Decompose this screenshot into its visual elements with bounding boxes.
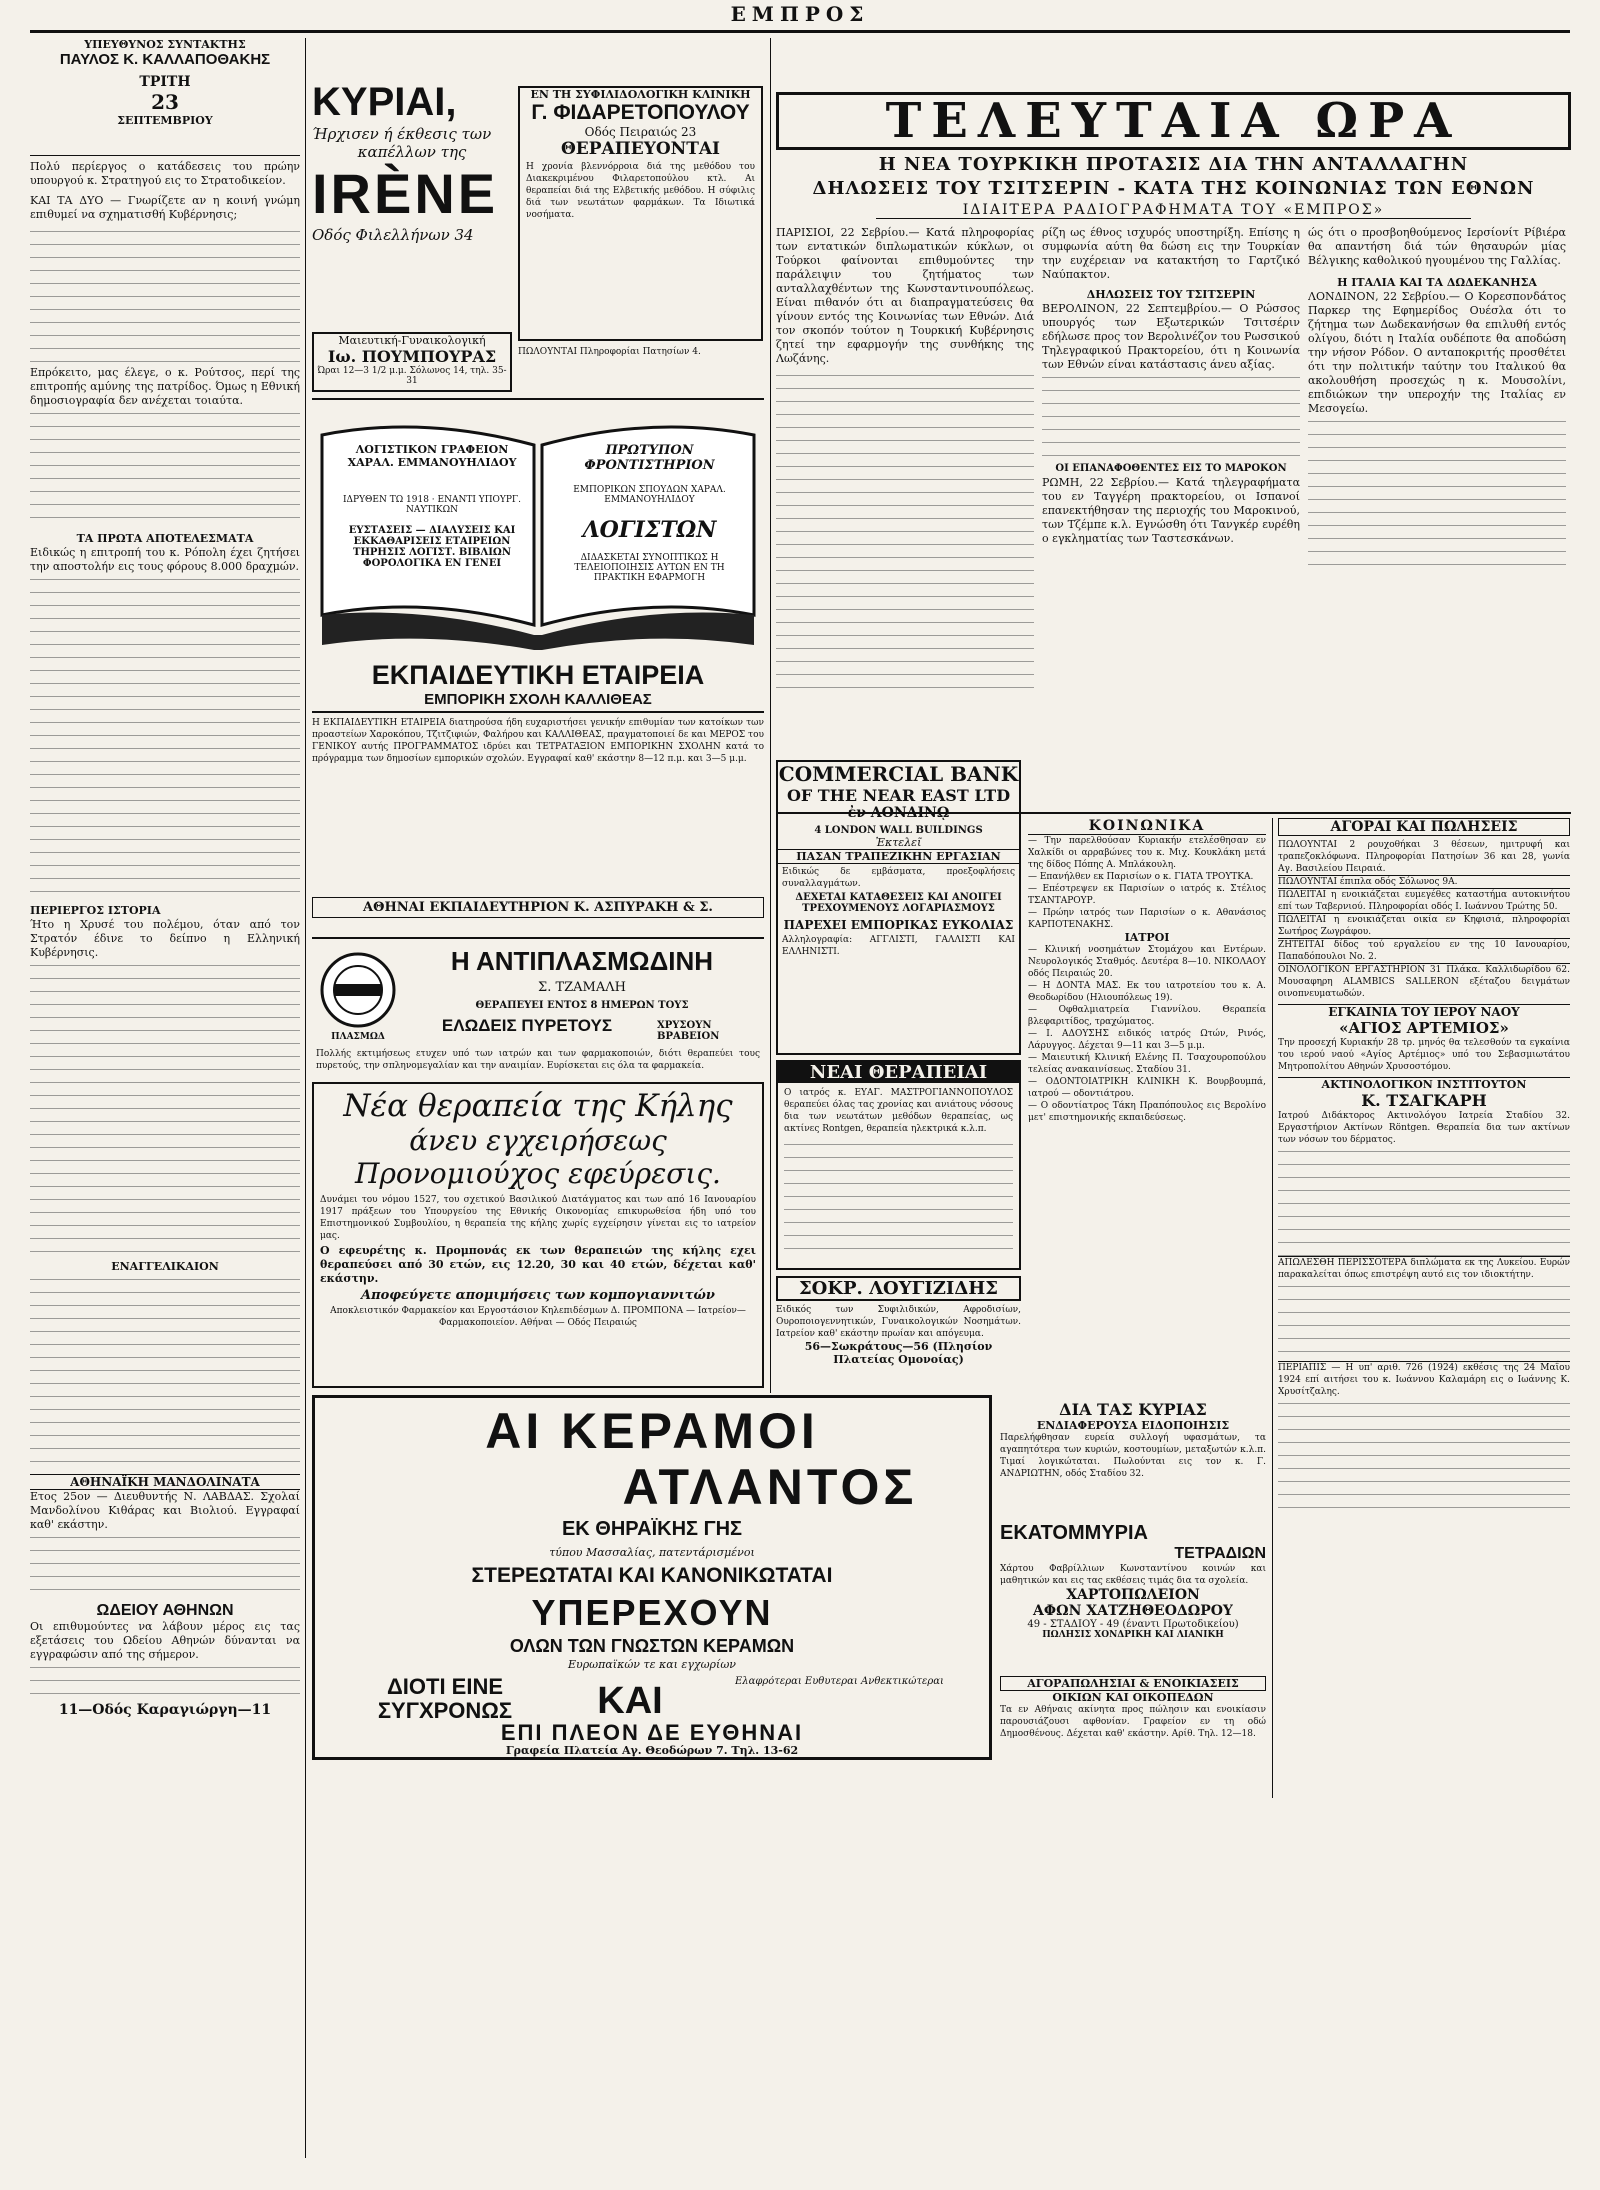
tetradia-addr: 49 - ΣΤΑΔΙΟΥ - 49 (έναντι Πρωτοδικείου) bbox=[1027, 1619, 1239, 1630]
property-sub: ΟΙΚΙΩΝ ΚΑΙ ΟΙΚΟΠΕΔΩΝ bbox=[1052, 1691, 1214, 1704]
kili-l3: Προνομιούχος εφεύρεσις. bbox=[355, 1157, 721, 1190]
tetradia-text: Χάρτου Φαβρίλλιων Κωνσταντίνου κοινών και μαθητικών και εις τας εκθέσεις τιμάς δια τα σχολεία. bbox=[1000, 1564, 1266, 1586]
antiplasm-seal: ΠΛΑΣΜΩΔ bbox=[331, 1032, 385, 1042]
fiddy-therap: ΘΕΡΑΠΕΥΟΝΤΑΙ bbox=[560, 139, 721, 159]
lougizidis-ad bbox=[776, 1276, 1021, 1391]
kili-l2: άνευ εγχειρήσεως bbox=[409, 1124, 667, 1157]
news-c2-head2: ΟΙ ΕΠΑΝΑΦΟΘΕΝΤΕΣ ΕΙΣ ΤΟ ΜΑΡΟΚΟΝ bbox=[1055, 463, 1287, 474]
school-footer: ΑΘΗΝΑΙ ΕΚΠΑΙΔΕΥΤΗΡΙΟΝ Κ. ΑΣΠΥΡΑΚΗ & Σ. bbox=[312, 897, 764, 918]
book-right-sub: ΕΜΠΟΡΙΚΩΝ ΣΠΟΥΔΩΝ ΧΑΡΑΛ. ΕΜΜΑΝΟΥΗΛΙΔΟΥ bbox=[573, 485, 726, 505]
ads-xray-text: Ιατρού Διδάκτορος Ακτινολόγου Ιατρεία Σταδίου 32. Εργαστήριον Ακτίνων Röntgen. Θεραπεία δια των ακτίνων των νόσων του δέρματος. bbox=[1278, 1111, 1570, 1145]
property-ad bbox=[1000, 1676, 1266, 1796]
poumpouras-name: Ιω. ΠΟΥΜΠΟΥΡΑΣ bbox=[327, 347, 497, 366]
news-col-2 bbox=[1042, 226, 1300, 826]
masthead-title: ΕΜΠΡΟΣ bbox=[730, 2, 870, 26]
col1-section-odeion: ΩΔΕΙΟΥ ΑΘΗΝΩΝ bbox=[96, 1602, 234, 1619]
col1-p3: Επρόκειτο, μας έλεγε, ο κ. Ρούτσος, περί της επιτροπής αμύνης της πατρίδος. Όμως η Εθνική δημοσιογραφία δεν ανέχεται τοιαύτα. bbox=[30, 366, 300, 407]
ads-xray-title: ΑΚΤΙΝΟΛΟΓΙΚΟΝ ΙΝΣΤΙΤΟΥΤΟΝ bbox=[1278, 1077, 1570, 1091]
book-right-big: ΛΟΓΙΣΤΩΝ bbox=[582, 517, 717, 543]
tetradia-name: ΑΦΩΝ ΧΑΤΖΗΘΕΟΔΩΡΟΥ bbox=[1033, 1603, 1233, 1619]
fiddy-name: Γ. ΦΙΔΑΡΕΤΟΠΟΥΛΟΥ bbox=[531, 101, 750, 124]
irene-street: Οδός Φιλελλήνων 34 bbox=[312, 226, 474, 244]
antiplasm-price: ΧΡΥΣΟΥΝ ΒΡΑΒΕΙΟΝ bbox=[657, 1020, 720, 1042]
fiddy-ad bbox=[518, 86, 763, 341]
tiles-l9a: ΔΙΟΤΙ ΕΙΝΕ bbox=[386, 1674, 504, 1699]
kyries-text: Παρελήφθησαν ευρεία συλλογή υφασμάτων, τα αγαπητότερα των κυριών, κοστουμίων, μεταξωτών κ.λ.π. Τιμαί λογικώταται. Πωλούνται εις τον κ. Γ. ΑΝΔΡΙΩΤΗΝ, οδός Σταδίου 32. bbox=[1000, 1433, 1266, 1479]
editor-day: ΤΡΙΤΗ bbox=[139, 74, 191, 90]
bank-l9: ΠΑΡΕΧΕΙ ΕΜΠΟΡΙΚΑΣ ΕΥΚΟΛΙΑΣ bbox=[783, 918, 1014, 932]
antiplasm-big: ΕΛΩΔΕΙΣ ΠΥΡΕΤΟΥΣ bbox=[441, 1016, 613, 1035]
col1-odeion-text: Οι επιθυμούντες να λάβουν μέρος εις τας εξετάσεις του Ωδείου Αθηνών δύνανται να εγγραφώσιν από της σήμερον. bbox=[30, 1620, 300, 1661]
col1-p1: Πολύ περίεργος ο κατάδεσεις του πρώην υπουργού κ. Στρατηγού εις το Στρατοδικείον. bbox=[30, 160, 300, 187]
irene-title: ΚΥΡΙΑΙ, bbox=[312, 80, 457, 124]
ads-a5: ΖΗΤΕΙΤΑΙ δίδος τού εργαλείου εν της 10 Ιανουαρίου, Παπαδόπουλοι Νο. 2. bbox=[1278, 940, 1570, 962]
antiplasm-title: Η ΑΝΤΙΠΛΑΣΜΩΔΙΝΗ bbox=[450, 946, 714, 976]
property-text: Τα εν Αθήναις ακίνητα προς πώλησιν και ενοικίασιν παρουσιάζουσι αφθονίαν. Γραφείον εν τη οδώ Δημοσθένους. Δέχεται καθ' εκάστην. Αρίθ. Τηλ. 12—18. bbox=[1000, 1705, 1266, 1739]
col1-address: 11—Οδός Καραγιώργη—11 bbox=[58, 1702, 272, 1718]
kili-footer: Αποκλειστικόν Φαρμακείον και Εργοστάσιον Κηλεπιδέσμων Δ. ΠΡΟΜΠΟΝΑ — Ιατρείον—Φαρμακοποιείον. Αθήναι — Οδός Πειραιώς bbox=[330, 1306, 746, 1328]
bank-l4: 4 LONDON WALL BUILDINGS bbox=[814, 825, 983, 836]
col1-section-hist: ΠΕΡΙΕΡΓΟΣ ΙΣΤΟΡΙΑ bbox=[30, 904, 161, 917]
col1-p4: Ειδικώς η επιτροπή του κ. Ρόπολη έχει ζητήσει την αποστολήν εις τους φόρους 8.000 δραχμών. bbox=[30, 546, 300, 573]
col1-p2: ΚΑΙ ΤΑ ΔΥΟ — Γνωρίζετε αν η κοινή γνώμη επιθυμεί να σχηματισθή Κυβέρνησις; bbox=[30, 194, 300, 221]
antiplasm-sub: ΘΕΡΑΠΕΥΕΙ ΕΝΤΟΣ 8 ΗΜΕΡΩΝ ΤΟΥΣ bbox=[475, 1000, 689, 1011]
col1-section-enc: ΕΝΑΓΓΕΛΙΚΑΙΟΝ bbox=[111, 1260, 219, 1273]
bank-ad bbox=[776, 760, 1021, 1055]
ads-a1: ΠΩΛΟΥΝΤΑΙ 2 ρουχοθήκαι 3 θέσεων, ημιτρυφή και τραπεζοκλόφωνα. Πληροφορίαι Πατησίων 36 και 28, γωνία Αγ. Βασιλείου Πειραιά. bbox=[1278, 840, 1570, 874]
lougizidis-text: Ειδικός των Συφιλιδικών, Αφροδισίων, Ουροποιογεννητικών, Γυναικολογικών Νοσημάτων. Ιατρείον καθ' εκάστην πρωίαν και απόγευμα. bbox=[776, 1305, 1021, 1339]
tiles-l8: Ευρωπαϊκών τε και εγχωρίων bbox=[568, 1658, 736, 1671]
social-text: — Την παρελθούσαν Κυριακήν ετελέσθησαν εν Χαλκίδι οι αρραβώνες του κ. Μιχ. Κουκλάκη μετά της δίδος Πόπης Α. Μπλάκουλη. — Επανήλθεν εκ Παρισίων ο κ. ΓΙΑΤΑ ΤΡΟΥΤΚΑ. — Επέστρεψεν εκ Παρισίων ο ιατρός κ. Στέλιος ΤΣΑΝΤΑΡΟΥΡ. — Πρώην ιατρός των Παρισίων ο κ. Αθανάσιος ΚΑΡΠΟΤΕΝΑΚΗΣ. bbox=[1028, 836, 1266, 930]
school-sub: ΕΜΠΟΡΙΚΗ ΣΧΟΛΗ ΚΑΛΛΙΘΕΑΣ bbox=[312, 691, 764, 713]
news-title: ΤΕΛΕΥΤΑΙΑ ΩΡΑ bbox=[776, 92, 1571, 150]
tiles-l7: ΟΛΩΝ ΤΩΝ ΓΝΩΣΤΩΝ ΚΕΡΑΜΩΝ bbox=[509, 1636, 795, 1656]
tiles-l3: ΕΚ ΘΗΡΑΪΚΗΣ ΓΗΣ bbox=[561, 1518, 743, 1540]
bank-l3: ἐν ΛΟΝΔΙΝῼ bbox=[847, 805, 950, 821]
news-col-1 bbox=[776, 226, 1034, 826]
bank-l10: Αλληλογραφία: ΑΓΓΛΙΣΤΙ, ΓΑΛΛΙΣΤΙ ΚΑΙ ΕΛΛΗΝΙΣΤΙ. bbox=[782, 935, 1015, 957]
bank-l1: COMMERCIAL BANK bbox=[778, 762, 1019, 786]
book-ad bbox=[312, 405, 764, 655]
ads-church-text: Την προσεχή Κυριακήν 28 τρ. μηνός θα τελεσθούν τα εγκαίνια του ιερού ναού «Αγίος Αρτέμιος» υπό του Σεβασμιωτάτου Μητροπολίτου Αθηνών Χρυσοστόμου. bbox=[1278, 1038, 1570, 1072]
news-c2c: ΡΩΜΗ, 22 Σεβρίου.— Κατά τηλεγραφήματα του εν Ταγγέρη πρακτορείου, οι Ισπανοί επανεκτήθησαν της περιοχής του Μαροκινού, των Τζέμπε κ.λ. Εγνώσθη ότι Τανγκέρ ευρέθη ο εγκληματίας των Ταστεσκάνων. bbox=[1042, 476, 1300, 545]
social-clinic: — Κλινική νοσημάτων Στομάχου και Εντέρων. Νευρολογικός Σταθμός. Δευτέρα 8—10. ΝΙΚΟΛΑΟΥ οδός Πειραιώς 20. — Η ΔΟΝΤΑ ΜΑΣ. Εκ του ιατροτείου του κ. Α. Θεοδωρίδου (Ηλιουπόλεως 19). — Οφθαλμιατρεία Γιαννίλου. Θεραπεία βλεφαριτίδος, τραχώματος. — Ι. ΑΔΟΥΣΗΣ ειδικός ιατρός Ωτών, Ρινός, Λάρυγγος. Δέχεται 9—11 και 3—5 μ.μ. — Μαιευτική Κλινική Ελένης Π. Τσαχουροπούλου τελείας ανακαινίσεως. Σταδίου 31. — ΟΔΟΝΤΟΙΑΤΡΙΚΗ ΚΛΙΝΙΚΗ Κ. Βουρβουμπά, ιατρού — οδοντιάτρου. — Ο οδοντίατρος Τάκη Πραπόπουλος εις Βερολίνο μετ' επιστημονικής εκπαιδεύσεως. bbox=[1028, 945, 1266, 1123]
bank-l7: Ειδικώς δε εμβάσματα, προεξοφλήσεις συναλλαγμάτων. bbox=[782, 867, 1015, 889]
news-c2b: ΒΕΡΟΛΙΝΟΝ, 22 Σεπτεμβρίου.— Ο Ρώσσος υπουργός των Εξωτερικών Τσιτσέριν εδήλωσε προς τον Βερολινέζον του Ρωσσικού Τηλεγραφικού Πρακτορείου, ότι η Κοινωνία των Εθνών είναι κατάστασις άνευ αξίας. bbox=[1042, 302, 1300, 371]
tiles-l4: τύπου Μασσαλίας, πατεντάρισμένοι bbox=[549, 1546, 755, 1559]
fiddy-street: Οδός Πειραιώς 23 bbox=[584, 125, 697, 139]
news-c1: ΠΑΡΙΣΙΟΙ, 22 Σεβρίου.— Κατά πληροφορίας των εντατικών διπλωματικών κύκλων, οι Τούρκοι φαίνονται επιθυμούντες την παράλειψιν του ζητήματος των ανταλλαχθέντων της Κωνσταντινουπόλεως. Είναι πιθανόν ότι αι διαπραγματεύσεις θα γίνουν εντός της Κοινωνίας των Εθνών. Διά τον σκοπόν τούτον η Τουρκική Κυβέρνησις ζητεί την εφαρμογήν της συνθήκης της Λωζάνης. bbox=[776, 226, 1034, 365]
col1-section-tr: ΤΑ ΠΡΩΤΑ ΑΠΟΤΕΛΕΣΜΑΤΑ bbox=[76, 532, 254, 545]
property-title: ΑΓΟΡΑΠΩΛΗΣΙΑΙ & ΕΝΟΙΚΙΑΣΕΙΣ bbox=[1000, 1676, 1266, 1691]
irene-brand: IRÈNE bbox=[312, 162, 499, 225]
news-h3: ΙΔΙΑΙΤΕΡΑ ΡΑΔΙΟΓΡΑΦΗΜΑΤΑ ΤΟΥ «ΕΜΠΡΟΣ» bbox=[876, 202, 1471, 219]
irene-ad bbox=[312, 80, 512, 330]
tiles-l9c: ΚΑΙ bbox=[597, 1680, 663, 1722]
news-col-3 bbox=[1308, 226, 1566, 826]
poumpouras-info: Ώραι 12—3 1/2 μ.μ. Σόλωνος 14, τηλ. 35-31 bbox=[317, 366, 507, 386]
ads-a2: ΠΩΛΟΥΝΤΑΙ έπιπλα οδός Σόλωνος 9Α. bbox=[1278, 875, 1570, 888]
classifieds-section bbox=[1278, 818, 1570, 1798]
fiddy-h1: ΕΝ ΤΗ ΣΥΦΙΛΙΔΟΛΟΓΙΚΗ ΚΛΙΝΙΚΗ bbox=[530, 88, 751, 101]
book-left-text: ΕΥΣΤΑΣΕΙΣ — ΔΙΑΛΥΣΕΙΣ ΚΑΙ ΕΚΚΑΘΑΡΙΣΕΙΣ ΕΤΑΙΡΕΙΩΝ ΤΗΡΗΣΙΣ ΛΟΓΙΣΤ. ΒΙΒΛΙΩΝ ΦΟΡΟΛΟΓΙΚΑ ΕΝ ΓΕΝΕΙ bbox=[348, 525, 516, 569]
editor-name: ΠΑΥΛΟΣ Κ. ΚΑΛΛΑΠΟΘΑΚΗΣ bbox=[59, 51, 271, 68]
tetradia-sub: ΤΕΤΡΑΔΙΩΝ bbox=[1174, 1545, 1266, 1562]
book-right-title: ΠΡΩΤΥΠΟΝ ΦΡΟΝΤΙΣΤΗΡΙΟΝ bbox=[584, 443, 715, 473]
ads-lost1: ΑΠΩΛΕΣΘΗ ΠΕΡΙΣΣΟΤΕΡΑ διπλώματα εκ της Λυκείου. Ευρών παρακαλείται όπως επιστρέψη αυτό εις τον ιδιοκτήτην. bbox=[1278, 1258, 1570, 1280]
kili-text: Δυνάμει του νόμου 1527, του σχετικού Βασιλικού Διατάγματος και των από 16 Ιανουαρίου 1917 πράξεων του Υπουργείου της Εθνικής Οικονομίας επικυρωθείσα ήδη υπό του Επιστημονικού Συμβουλίου, η θεραπεία της κήλης χωρίς εγχείρησιν γίνεται εις το ιατρείον μας. bbox=[320, 1195, 756, 1241]
tiles-l2: ΑΤΛΑΝΤΟΣ bbox=[622, 1459, 918, 1515]
kili-ad bbox=[312, 1082, 764, 1388]
plasmodine-seal-icon bbox=[318, 950, 398, 1030]
editor-box bbox=[30, 38, 300, 153]
tetradia-big: ΧΑΡΤΟΠΩΛΕΙΟΝ bbox=[1066, 1587, 1200, 1603]
lougizidis-addr: 56—Σωκράτους—56 (Πλησίον Πλατείας Ομονοίας) bbox=[804, 1340, 993, 1366]
ads-a3: ΠΩΛΕΙΤΑΙ η ενοικιάζεται ευμεγέθες καταστήμα αυτοκινήτου επί των Ταβερνιού. Πληροφορίαι οδός Ι. Ιωάννου Τρώτης 50. bbox=[1278, 890, 1570, 912]
lougizidis-name: ΣΟΚΡ. ΛΟΥΓΙΖΙΔΗΣ bbox=[776, 1276, 1021, 1301]
bank-l6: ΠΑΣΑΝ ΤΡΑΠΕΖΙΚΗΝ ΕΡΓΑΣΙΑΝ bbox=[778, 849, 1019, 864]
antiplasm-by: Σ. ΤΖΑΜΑΛΗ bbox=[538, 980, 626, 995]
fiddy-footer: ΠΩΛΟΥΝΤΑΙ Πληροφορίαι Πατησίων 4. bbox=[518, 347, 701, 357]
bank-l2: OF THE NEAR EAST LTD bbox=[786, 786, 1011, 805]
book-right-text: ΔΙΔΑΣΚΕΤΑΙ ΣΥΝΟΠΤΙΚΩΣ Η ΤΕΛΕΙΟΠΟΙΗΣΙΣ ΑΥΤΩΝ ΕΝ ΤΗ ΠΡΑΚΤΙΚΗ ΕΦΑΡΜΟΓΗ bbox=[574, 553, 725, 583]
tiles-l9d: Ελαφρότεραι Ευθυτεραι Ανθεκτικώτεραι bbox=[735, 1676, 944, 1687]
social-section bbox=[1028, 818, 1266, 1378]
poumpouras-sub: Μαιευτική-Γυναικολογική bbox=[338, 334, 486, 347]
tiles-ad bbox=[312, 1395, 992, 1760]
news-c3b: ΛΟΝΔΙΝΟΝ, 22 Σεβρίου.— Ο Κορεσπονδάτος Παρκερ της Εφημερίδος Ουέσλα ότι το ζήτημα των Δωδεκανήσων θα επιλυθή εντός ολίγου, διότι η Ιταλία ουδέποτε θα αποδώση την νήσον Ρόδον. Ο ανταποκριτής προσθέτει ότι την πολιτικήν ταύτην του Ιταλικού θα ακολουθήση προσεχώς η κ. Μουσολίνι, επιδιώκων την υπεροχήν της Ιταλίας εν Μεσογείω. bbox=[1308, 290, 1566, 415]
antiplasm-text: Πολλής εκτιμήσεως ετυχεν υπό των ιατρών και των φαρμακοποιών, διότι θεραπεύει τους πυρετούς, την σπληνομεγαλίαν και την αναιμίαν. Ευρίσκεται εις όλα τα φαρμακεία. bbox=[316, 1049, 760, 1071]
neai-title: ΝΕΑΙ ΘΕΡΑΠΕΙΑΙ bbox=[778, 1062, 1019, 1083]
ads-a6: ΟΙΝΟΛΟΓΙΚΟΝ ΕΡΓΑΣΤΗΡΙΟΝ 31 Πλάκα. Καλλιδωρίδου 62. Μουσαφηρη ALAMBICS SALLERON εξέταζου δειγμάτων οινοπνευματωδών. bbox=[1278, 965, 1570, 999]
fiddy-text: Η χρονία βλεννόρροια διά της μεθόδου του Διακεκριμένου Φιλαρετοπούλου κτλ. Αι θεραπείαι διά της Ελβετικής μεθόδου. Η σύφιλις διά των νεωτάτων φαρμάκων. Τα Ιδιωτικά νοσήματα. bbox=[526, 162, 755, 220]
news-c2-head: ΔΗΛΩΣΕΙΣ ΤΟΥ ΤΣΙΤΣΕΡΙΝ bbox=[1086, 288, 1256, 301]
news-h1: Η ΝΕΑ ΤΟΥΡΚΙΚΗ ΠΡΟΤΑΣΙΣ ΔΙΑ ΤΗΝ ΑΝΤΑΛΛΑΓΗΝ bbox=[878, 154, 1469, 175]
kili-slogan: Αποφεύγετε απομιμήσεις των κομπογιαννιτών bbox=[361, 1288, 715, 1303]
bank-l5: Ἐκτελεῖ bbox=[875, 836, 922, 849]
ads-church-title: ΕΓΚΑΙΝΙΑ ΤΟΥ ΙΕΡΟΥ ΝΑΟΥ bbox=[1278, 1004, 1570, 1019]
tiles-l6: ΥΠΕΡΕΧΟΥΝ bbox=[531, 1592, 773, 1633]
kyries-sub: ΕΝΔΙΑΦΕΡΟΥΣΑ ΕΙΔΟΠΟΙΗΣΙΣ bbox=[1036, 1419, 1230, 1432]
col1-p5: Ήτο η Χρυσέ του πολέμου, όταν από τον Στρατόν έδινε το δείπνο η Ελληνική Κυβέρνησις. bbox=[30, 918, 300, 959]
news-c3-head: Η ΙΤΑΛΙΑ ΚΑΙ ΤΑ ΔΩΔΕΚΑΝΗΣΑ bbox=[1337, 276, 1537, 289]
book-left-title: ΛΟΓΙΣΤΙΚΟΝ ΓΡΑΦΕΙΟΝ ΧΑΡΑΛ. ΕΜΜΑΝΟΥΗΛΙΔΟΥ bbox=[347, 443, 517, 469]
ads-lost2: ΠΕΡΙΑΠΙΣ — Η υπ' αριθ. 726 (1924) εκθέσις της 24 Μαΐου 1924 επί αιτήσει του κ. Ιωάννου Καλαμάρη εις ο Ιωάννης Κ. Χρυσίτζαλης. bbox=[1278, 1363, 1570, 1397]
editor-label: ΥΠΕΥΘΥΝΟΣ ΣΥΝΤΑΚΤΗΣ bbox=[84, 38, 246, 51]
tiles-l5: ΣΤΕΡΕΩΤΑΤΑΙ ΚΑΙ ΚΑΝΟΝΙΚΩΤΑΤΑΙ bbox=[471, 1564, 833, 1587]
tiles-l9b: ΣΥΓΧΡΟΝΩΣ bbox=[377, 1698, 513, 1723]
ads-xray-name: Κ. ΤΣΑΓΚΑΡΗ bbox=[1361, 1091, 1487, 1110]
social-clinic-head: ΙΑΤΡΟΙ bbox=[1124, 931, 1170, 944]
kili-bold: Ο εφευρέτης κ. Προμπονάς εκ των θεραπειών της κήλης εχει θεραπεύσει από 30 ετών, εις 12.20, 30 και 40 ετών, δέχεται καθ' εκάστην. bbox=[320, 1244, 756, 1285]
school-ad bbox=[312, 660, 764, 935]
ads-a4: ΠΩΛΕΙΤΑΙ η ενοικιάζεται οικία εν Κηφισιά, πληροφορίαι Σωτήρος Ζωγράφου. bbox=[1278, 915, 1570, 937]
tetradia-ad bbox=[1000, 1522, 1266, 1672]
neai-text: Ο ιατρός κ. ΕΥΑΓ. ΜΑΣΤΡΟΓΙΑΝΝΟΠΟΥΛΟΣ θεραπεύει όλας τας χρονίας και ανιάτους νόσους δια των νεωτάτων μεθόδων θεραπείας, ως ακτίνες Rontgen, θεραπεία ηλεκτρικά κ.λ.π. bbox=[784, 1088, 1013, 1134]
col1-mand-text: Ετος 25ον — Διευθυντής Ν. ΛΑΒΔΑΣ. Σχολαί Μανδολίνου Κιθάρας και Βιολιού. Εγγραφαί καθ' εκάστην. bbox=[30, 1490, 300, 1531]
kili-l1: Νέα θεραπεία της Κήλης bbox=[343, 1088, 733, 1124]
col1-article bbox=[30, 160, 300, 2160]
ads-title: ΑΓΟΡΑΙ ΚΑΙ ΠΩΛΗΣΕΙΣ bbox=[1278, 818, 1570, 836]
news-c3: ώς ότι ο προσβοηθούμενος Ιερσίονίτ Ρίβιέρα θα απαντήση διά τών θησαυρών μίας Βέλγικης καθολικού ηγουμένου της Γαλλίας. bbox=[1308, 226, 1566, 267]
tiles-l11: Γραφεία Πλατεία Αγ. Θεοδώρων 7. Τηλ. 13-62 bbox=[505, 1744, 799, 1757]
poumpouras-ad bbox=[312, 332, 512, 392]
school-title: ΕΚΠΑΙΔΕΥΤΙΚΗ ΕΤΑΙΡΕΙΑ bbox=[371, 660, 705, 690]
kyries-ad bbox=[1000, 1400, 1266, 1520]
tetradia-tag: ΠΩΛΗΣΙΣ ΧΟΝΔΡΙΚΗ ΚΑΙ ΛΙΑΝΙΚΗ bbox=[1042, 1630, 1224, 1640]
tiles-l1: ΑΙ ΚΕΡΑΜΟΙ bbox=[485, 1403, 819, 1459]
kyries-title: ΔΙΑ ΤΑΣ ΚΥΡΙΑΣ bbox=[1059, 1400, 1207, 1419]
neai-ad bbox=[776, 1060, 1021, 1270]
irene-sub2: καπέλλων της bbox=[357, 143, 467, 161]
tiles-l10: ΕΠΙ ΠΛΕΟΝ ΔΕ ΕΥΘΗΝΑΙ bbox=[500, 1720, 804, 1745]
school-text: Η ΕΚΠΑΙΔΕΥΤΙΚΗ ΕΤΑΙΡΕΙΑ διατηρούσα ήδη ευχαριστήσει γενικήν επιθυμίαν των κατοίκων των προαστείων Χαροκόπου, Τζιτζιφιών, Φαλήρου και ΚΑΛΛΙΘΕΑΣ, πραγματοποιεί δε και ΜΕΡΟΣ του ΓΕΝΙΚΟΥ αυτής ΠΡΟΓΡΑΜΜΑΤΟΣ ιδρύει και ΤΕΤΡΑΤΑΞΙΟΝ ΕΜΠΟΡΙΚΗΝ ΣΧΟΛΗΝ κατά το πρόγραμμα των δημοσίων εμπορικών σχολών. Εγγραφαί καθ' εκάστην 8—12 π.μ. και 3—5 μ.μ. bbox=[312, 718, 764, 764]
irene-sub1: Ήρχισεν ή έκθεσις των bbox=[312, 125, 492, 143]
news-h2: ΔΗΛΩΣΕΙΣ ΤΟΥ ΤΣΙΤΣΕΡΙΝ - ΚΑΤΑ ΤΗΣ ΚΟΙΝΩΝΙΑΣ ΤΩΝ ΕΘΝΩΝ bbox=[812, 178, 1535, 199]
news-section bbox=[776, 92, 1571, 832]
book-left-sub: ΙΔΡΥΘΕΝ ΤΩ 1918 · ΕΝΑΝΤΙ ΥΠΟΥΡΓ. ΝΑΥΤΙΚΩΝ bbox=[342, 495, 522, 515]
editor-date: 23 bbox=[151, 90, 179, 114]
social-title: ΚΟΙΝΩΝΙΚΑ bbox=[1028, 818, 1266, 835]
ads-church-name: «ΑΓΙΟΣ ΑΡΤΕΜΙΟΣ» bbox=[1339, 1019, 1509, 1037]
news-c2: ρίζη ως έθνος ισχυρός υποστηρίξη. Επίσης η συμφωνία αύτη θα δώση εις την Τουρκίαν την ευχέρειαν να κατακτήση το Γαρτζικό Ναύπακτον. bbox=[1042, 226, 1300, 281]
bank-l8: ΔΕΧΕΤΑΙ ΚΑΤΑΘΕΣΕΙΣ ΚΑΙ ΑΝΟΙΓΕΙ ΤΡΕΧΟΥΜΕΝΟΥΣ ΛΟΓΑΡΙΑΣΜΟΥΣ bbox=[795, 892, 1002, 914]
editor-month: ΣΕΠΤΕΜΒΡΙΟΥ bbox=[117, 114, 213, 127]
tetradia-title: ΕΚΑΤΟΜΜΥΡΙΑ bbox=[1000, 1522, 1148, 1544]
col1-section-mand: ΑΘΗΝΑΪΚΗ ΜΑΝΔΟΛΙΝΑΤΑ bbox=[30, 1474, 300, 1490]
